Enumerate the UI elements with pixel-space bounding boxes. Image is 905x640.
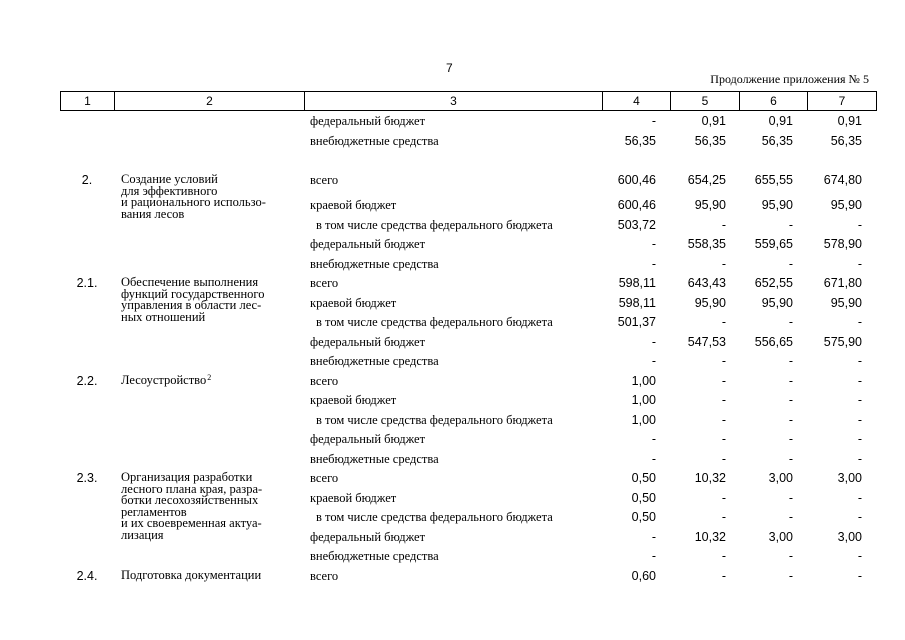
funding-source: в том числе средства федерального бюджета xyxy=(316,510,553,524)
value-col-7: 56,35 xyxy=(830,133,862,148)
table-row xyxy=(60,197,878,217)
table-row xyxy=(60,451,878,471)
item-name: Создание условий для эффективного и рационального использо- вания лесов xyxy=(121,172,266,221)
row-number: 2.2. xyxy=(76,373,98,388)
value-col-4: 56,35 xyxy=(624,133,656,148)
value-col-6: - xyxy=(788,568,793,583)
row-number: 2.1. xyxy=(76,276,98,290)
header-col-4: 4 xyxy=(603,92,671,111)
value-col-4: - xyxy=(651,237,656,251)
funding-source: внебюджетные средства xyxy=(310,133,439,148)
value-col-7: 3,00 xyxy=(837,529,862,544)
value-col-6: - xyxy=(788,256,793,271)
table-row xyxy=(60,392,878,412)
value-col-5: 95,90 xyxy=(694,198,726,212)
value-col-6: 559,65 xyxy=(754,237,793,251)
continuation-note: Продолжение приложения № 5 xyxy=(710,72,869,86)
table-row xyxy=(60,568,878,588)
value-col-7: - xyxy=(857,217,862,232)
funding-source: федеральный бюджет xyxy=(310,432,426,446)
header-col-7: 7 xyxy=(808,92,877,111)
item-name: Подготовка документации xyxy=(121,567,262,582)
table-row xyxy=(60,490,878,510)
value-col-6: - xyxy=(788,510,793,524)
value-col-6: 0,91 xyxy=(768,114,793,128)
funding-source: краевой бюджет xyxy=(310,393,397,407)
funding-source: в том числе средства федерального бюджета xyxy=(316,412,553,427)
value-col-5: - xyxy=(721,315,726,329)
funding-source: внебюджетные средства xyxy=(310,354,439,368)
value-col-7: - xyxy=(857,412,862,427)
funding-source: краевой бюджет xyxy=(310,295,397,310)
value-col-7: - xyxy=(857,490,862,505)
value-col-5: - xyxy=(721,217,726,232)
funding-source: внебюджетные средства xyxy=(310,451,439,466)
table-row xyxy=(60,431,878,451)
item-name: Обеспечение выполнения функций государственного управления в области лес- ных отношений xyxy=(121,275,265,324)
value-col-5: - xyxy=(721,393,726,407)
funding-source: краевой бюджет xyxy=(310,490,397,505)
value-col-4: 1,00 xyxy=(631,412,656,427)
table-row xyxy=(60,256,878,276)
page-number: 7 xyxy=(446,61,453,75)
value-col-7: 575,90 xyxy=(823,334,862,349)
value-col-7: - xyxy=(857,354,862,368)
value-col-6: - xyxy=(788,432,793,446)
value-col-7: - xyxy=(857,510,862,524)
value-col-7: 578,90 xyxy=(823,237,862,251)
value-col-6: 56,35 xyxy=(761,133,793,148)
value-col-5: - xyxy=(721,412,726,427)
value-col-6: - xyxy=(788,549,793,563)
value-col-6: - xyxy=(788,412,793,427)
funding-source: федеральный бюджет xyxy=(310,334,426,349)
value-col-7: 671,80 xyxy=(823,276,862,290)
header-col-5: 5 xyxy=(671,92,740,111)
value-col-5: 643,43 xyxy=(687,276,726,290)
value-col-7: - xyxy=(857,393,862,407)
value-col-5: 558,35 xyxy=(687,237,726,251)
table-row xyxy=(60,133,878,153)
header-col-1: 1 xyxy=(61,92,115,111)
value-col-5: - xyxy=(721,451,726,466)
column-number-header xyxy=(60,91,877,111)
funding-source: федеральный бюджет xyxy=(310,237,426,251)
value-col-5: 0,91 xyxy=(701,114,726,128)
value-col-4: 598,11 xyxy=(618,295,656,310)
table-row xyxy=(60,295,878,315)
table-row xyxy=(60,236,878,256)
value-col-4: 1,00 xyxy=(631,373,656,388)
value-col-7: - xyxy=(857,432,862,446)
table-row xyxy=(60,548,878,568)
value-col-4: 600,46 xyxy=(617,173,656,187)
table-row xyxy=(60,353,878,373)
table-row xyxy=(60,509,878,529)
value-col-6: 95,90 xyxy=(761,198,793,212)
value-col-4: 503,72 xyxy=(617,217,656,232)
value-col-4: 501,37 xyxy=(617,315,656,329)
value-col-4: 0,50 xyxy=(631,510,656,524)
value-col-7: - xyxy=(857,373,862,388)
table-row xyxy=(60,314,878,334)
funding-source: в том числе средства федерального бюджета xyxy=(316,217,553,232)
header-col-2: 2 xyxy=(115,92,305,111)
row-number: 2.3. xyxy=(76,471,98,485)
table-row: 2.2. Лесоустройство 2 всего 1,00 - - - xyxy=(60,373,878,393)
value-col-7: 0,91 xyxy=(837,114,862,128)
item-name: Организация разработки лесного плана края, разра- ботки лесохозяйственных регламентов и их своевременная актуа- лизация xyxy=(121,470,263,542)
table-row xyxy=(60,412,878,432)
value-col-6: 652,55 xyxy=(754,276,793,290)
value-col-6: - xyxy=(788,217,793,232)
value-col-4: - xyxy=(651,549,656,563)
value-col-4: 598,11 xyxy=(618,276,656,290)
value-col-4: - xyxy=(651,354,656,368)
value-col-6: 3,00 xyxy=(768,529,793,544)
value-col-5: 10,32 xyxy=(694,529,726,544)
value-col-4: - xyxy=(651,334,656,349)
value-col-5: 547,53 xyxy=(687,334,726,349)
value-col-5: - xyxy=(721,354,726,368)
funding-source: федеральный бюджет xyxy=(310,114,426,128)
item-name: Лесоустройство xyxy=(121,372,207,387)
value-col-7: 95,90 xyxy=(830,295,862,310)
value-col-5: - xyxy=(721,373,726,388)
value-col-6: 556,65 xyxy=(754,334,793,349)
value-col-6: - xyxy=(788,451,793,466)
value-col-7: - xyxy=(857,568,862,583)
funding-source: внебюджетные средства xyxy=(310,256,439,271)
table-row xyxy=(60,334,878,354)
value-col-5: 654,25 xyxy=(687,173,726,187)
value-col-5: - xyxy=(721,549,726,563)
value-col-4: - xyxy=(651,529,656,544)
value-col-6: - xyxy=(788,315,793,329)
table-row xyxy=(60,113,878,133)
value-col-7: - xyxy=(857,315,862,329)
table-row xyxy=(60,217,878,237)
value-col-7: - xyxy=(857,549,862,563)
funding-source: всего xyxy=(310,173,339,187)
table-row xyxy=(60,529,878,549)
value-col-7: 674,80 xyxy=(823,173,862,187)
funding-source: всего xyxy=(310,373,339,388)
value-col-4: 0,60 xyxy=(631,568,656,583)
value-col-4: 0,50 xyxy=(631,490,656,505)
value-col-6: - xyxy=(788,393,793,407)
funding-source: всего xyxy=(310,568,339,583)
value-col-6: - xyxy=(788,490,793,505)
value-col-4: 1,00 xyxy=(631,393,656,407)
row-number: 2. xyxy=(81,173,93,187)
value-col-4: - xyxy=(651,451,656,466)
value-col-6: - xyxy=(788,373,793,388)
value-col-7: - xyxy=(857,451,862,466)
budget-table-body xyxy=(60,113,878,587)
value-col-5: - xyxy=(721,256,726,271)
funding-source: всего xyxy=(310,471,339,485)
value-col-6: 3,00 xyxy=(768,471,793,485)
value-col-4: 0,50 xyxy=(631,471,656,485)
value-col-5: 95,90 xyxy=(694,295,726,310)
value-col-4: - xyxy=(651,114,656,128)
funding-source: внебюджетные средства xyxy=(310,549,439,563)
value-col-4: - xyxy=(651,432,656,446)
value-col-5: - xyxy=(721,510,726,524)
value-col-6: - xyxy=(788,354,793,368)
value-col-5: 56,35 xyxy=(694,133,726,148)
value-col-7: - xyxy=(857,256,862,271)
funding-source: всего xyxy=(310,276,339,290)
row-number: 2.4. xyxy=(76,568,98,583)
value-col-4: - xyxy=(651,256,656,271)
value-col-4: 600,46 xyxy=(617,198,656,212)
header-col-3: 3 xyxy=(305,92,603,111)
funding-source: краевой бюджет xyxy=(310,198,397,212)
value-col-7: 3,00 xyxy=(837,471,862,485)
value-col-5: - xyxy=(721,432,726,446)
value-col-6: 655,55 xyxy=(754,173,793,187)
value-col-5: - xyxy=(721,490,726,505)
value-col-6: 95,90 xyxy=(761,295,793,310)
value-col-5: 10,32 xyxy=(694,471,726,485)
funding-source: федеральный бюджет xyxy=(310,529,426,544)
header-col-6: 6 xyxy=(740,92,808,111)
value-col-5: - xyxy=(721,568,726,583)
funding-source: в том числе средства федерального бюджета xyxy=(316,315,553,329)
value-col-7: 95,90 xyxy=(830,198,862,212)
